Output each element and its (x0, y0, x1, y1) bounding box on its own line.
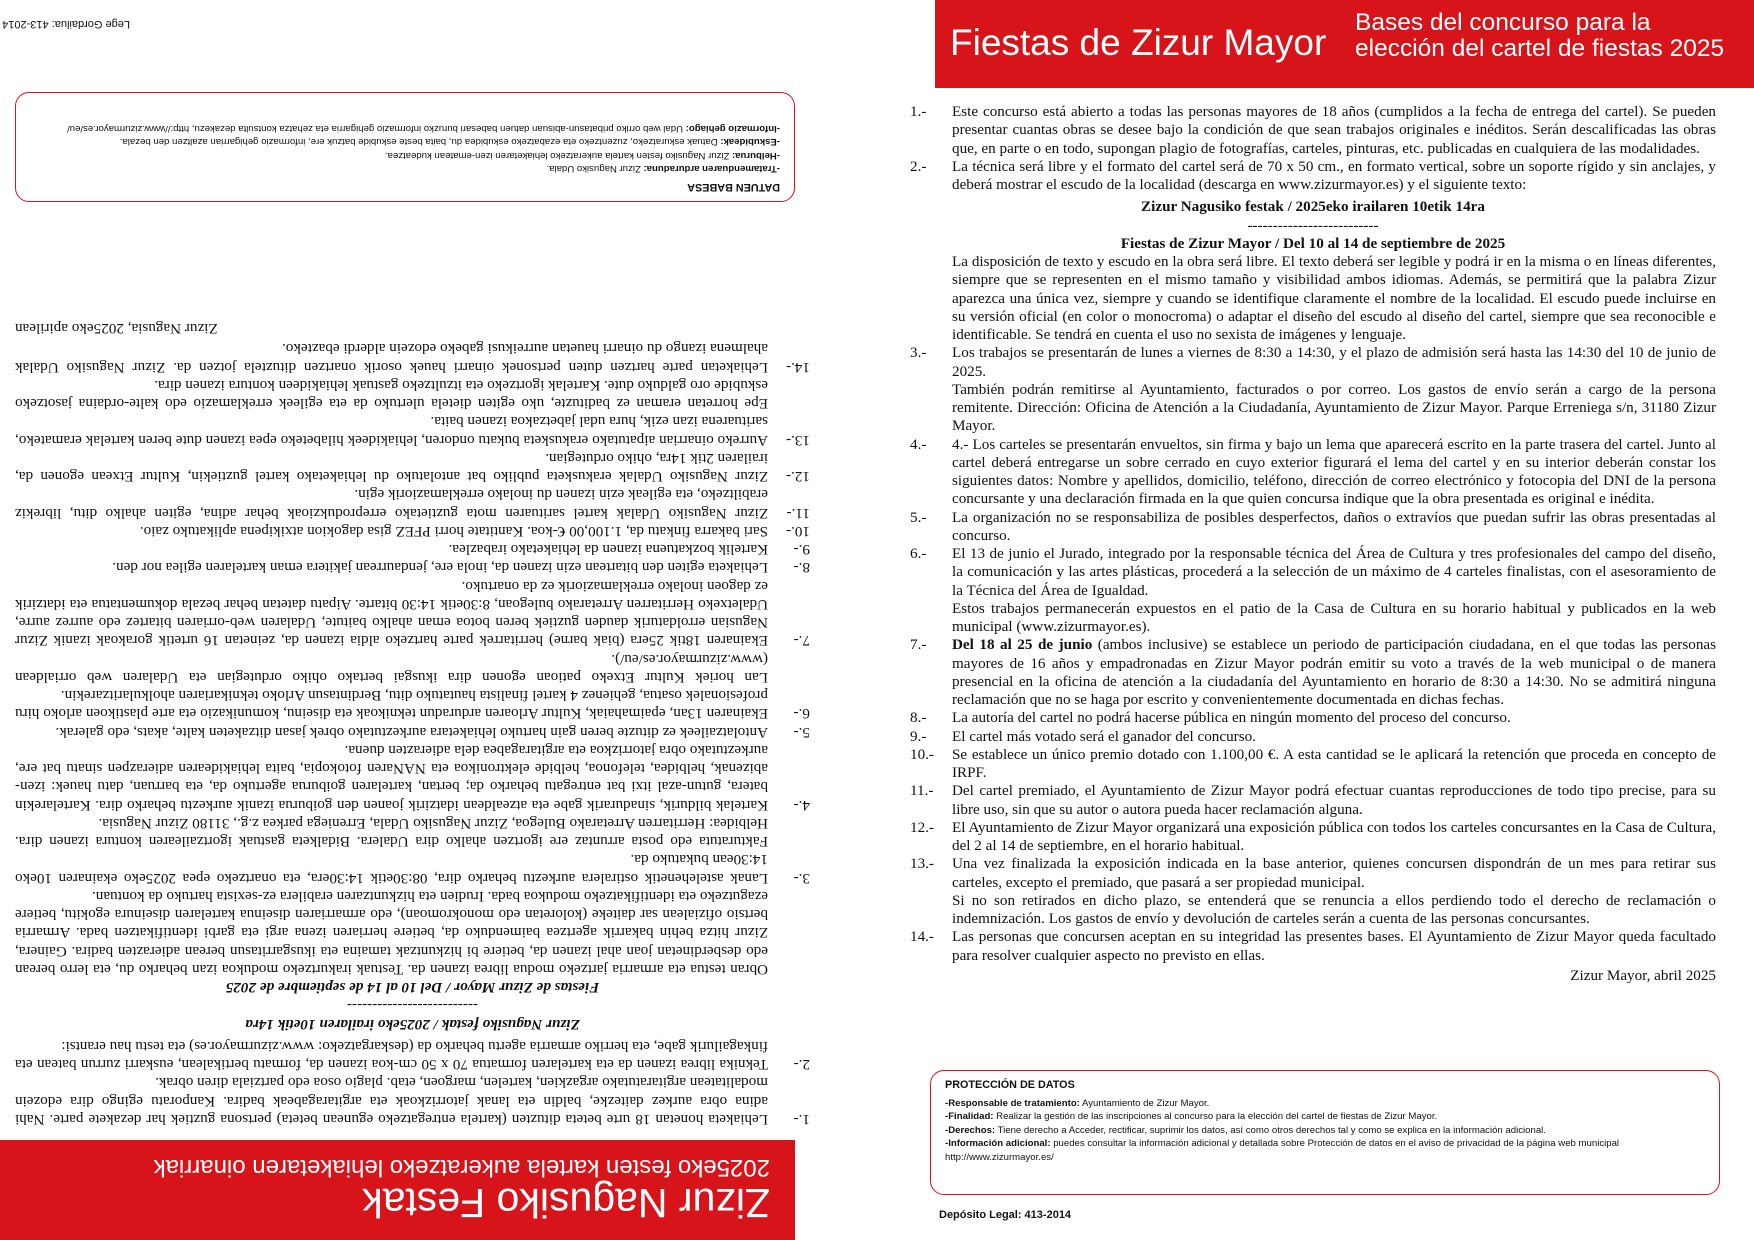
basque-banner-title: Zizur Nagusiko Festak (362, 1180, 770, 1226)
rule-continuation: La disposición de texto y escudo en la obra será libre. El texto deberá ser legible y podrá ir en la misma o en líneas diferentes, siempre que se representen en el mismo tamaño y visibilidad ambos idiomas. Además, se permitirá que la palabra Zizur aparezca una única vez, siempre y cuando se identifique claramente el nombre de la localidad. El escudo puede incluirse en su versión oficial (en color o monocroma) o adaptar el diseño del escudo al diseño del cartel, siempre que sea reconocible e identificable. Se tendrá en cuenta el uso no sexista de imágenes y lenguaje. (952, 253, 1716, 343)
rule-continuation: Fakturatuta edo posta arruntaz ere igortzen ahalko dira Udalera. Bidalketa gastuak igortzailearen kontura izanen dira. Helbidea: Herritarren Arretarako Bulegoa, Zizur Nagusiko Udala, Erreniega parkea z.g., 31180 Zizur Nagusia. (15, 815, 768, 851)
rule-item: 6.- El 13 de junio el Jurado, integrado por la responsable técnica del Área de Cultura y tres profesionales del campo del diseño, la comunicación y las artes plásticas, procederá a la selección de un máximo de 4 carteles finalistas, con el asesoramiento de la Técnica del Área de Igualdad. (910, 545, 1716, 599)
rule-item: 12.- El Ayuntamiento de Zizur Mayor organizará una exposición pública con todos los carteles concursantes en la Casa de Cultura, del 2 al 14 de septiembre, en el horario habitual. (910, 818, 1716, 854)
rule-item: 12.- Zizur Nagusiko Udalak erakusketa publiko bat antolatuko du lehiaketako kartel guztiekin, Kultur Etxean egonen da, irailaren 2tik 14ra, ohiko ordutegian. (15, 450, 810, 486)
signature: Zizur Mayor, abril 2025 (1570, 966, 1716, 984)
legal-deposit: Lege Gordailua: 413-2014 (2, 18, 130, 30)
data-line: -Responsable de tratamiento: Ayuntamiento de Zizur Mayor. (945, 1097, 1210, 1109)
rule-item: 2.- La técnica será libre y el formato del cartel será de 70 x 50 cm., en formato vertical, sobre un soporte rígido y sin anclajes, y deberá mostrar el escudo de la localidad (descarga en www.zizurmayor.es) y el siguiente texto: (910, 157, 1716, 193)
data-line: -Información adicional: puedes consultar la información adicional y detallada sobre Protección de datos en el aviso de privacidad de la página web municipal http://www.zizurmayor.es/ (945, 1138, 1620, 1163)
data-line: -Informazio gehiago: Udal web orriko pribatasun-abisuan datuen babesari buruzko informazio gehigarria eta zehatza kontsulta dezakezu, http://www.zizurmayor.es/eu/ (67, 122, 780, 134)
rule-item: 14.- Lehiaketan parte hartzen duten pertsonek oinarri hauek osorik onartzen dituztela jotzen da. Zizur Nagusiko Udalak ahalmena izango du oinarri hauetan aurreikusi gabeko edozein alderdi ebazteko. (15, 340, 810, 376)
rule-item: 5.- La organización no se responsabiliza de posibles desperfectos, daños o extravíos que puedan sufrir las obras presentadas al concurso. (910, 508, 1716, 544)
rule-continuation: Obran testua eta armarria jartzeko modua librea izanen da. Testuak irakurtzeko modukoa izan beharko du, eta lerro berean edo desberdinetan joan ahal izanen da, betiere bi hizkuntzak tamaina eta ikusgarritasun berean adierazten badira. Gainera, Zizur hitza behin bakarrik agertzea baimenduko da, betiere herriaren izena argi eta garbi identifikatzen bada. Armarria bertsio ofizialean sar daiteke (koloretan edo monokromoan), edo armarriaren diseinua kartelaren diseinura egokitu, betiere ezagutzeko eta identifikatzeko modukoa bada. Irudien eta hizkuntzaren erabilera ez-sexista hartuko da kontuan. (15, 888, 768, 978)
rule-item: 1.- Lehiaketa honetan 18 urte beteta dituzten (kartela entregatzeko egunean beteta) pertsona guztiek har dezakete parte. Nahi adina obra aurkez daitezke, baldin eta lanak jatorrizkoak eta argitaragabeak badira. Kanporatu egingo dira edozein modalitatean argitaratutako argazkien, kartelen, margoen, etab. plagio osoa edo partziala diren obrak. (15, 1074, 810, 1128)
rule-continuation: Lan horiek Kultur Etxeko patioan egonen dira ikusgai bertako ohiko ordutegian eta Udalaren web orrialdean (www.zizurmayor.es/eu/). (15, 650, 768, 686)
data-line: -Helburua: Zizur Nagusiko festen kartela aukeratzeko lehiaketaren izen-ematean kudeatzea. (384, 149, 780, 161)
spanish-data-protection-box (930, 1070, 1720, 1195)
rule-continuation: Epe horretan eraman ez badituzte, uko egiten dietela ulertuko da eta egileek erreklamazio edo kalte-ordaina jasotzeko eskubide oro galduko dute. Kartelak igortzeko eta itzultzeko gastuak lehiakideen kontura izanen dira. (15, 377, 768, 413)
basque-data-protection-box (15, 92, 795, 202)
slogan-basque: Zizur Nagusiko festak / 2025eko irailaren 10etik 14ra (1141, 198, 1485, 216)
rule-item: 8.- Lehiaketa egiten den bitartean ezin izanen da, inola ere, jendaurrean jakitera eman kartelaren egilea nor den. (112, 559, 810, 577)
spanish-rules (910, 103, 1716, 985)
signature: Zizur Nagusia, 2025eko apirilean (15, 320, 218, 338)
rule-item: 7.- Ekainaren 18tik 25era (biak barne) herritarrek parte hartzeko aldia izanen da, zeinetan 16 urtetik gorakoak izanik Zizur Nagusian erroldaturik dauden guztiek beren botoa eman ahalko baitute, Udalaren web-orriaren bitartez edo aurrez aurre, Udaletxeko Herritarren Arretarako bulegoan, 8:30etik 14:30 bitarte. Aipatu datetan behar bezala dokumentatua eta idatzirik ez dagoen inolako erreklamaziorik ez da onartuko. (15, 577, 810, 650)
rule-item: 10.- Se establece un único premio dotado con 1.100,00 €. A esta cantidad se le aplicará la retención que proceda en concepto de IRPF. (910, 745, 1716, 781)
slogan-spanish: Fiestas de Zizur Mayor / Del 10 al 14 de septiembre de 2025 (225, 979, 600, 997)
basque-rules (15, 319, 810, 1128)
rule-item: 13.- Una vez finalizada la exposición indicada en la base anterior, quienes concursen dispondrán de un mes para retirar sus carteles, excepto el premiado, que pasará a ser propiedad municipal. (910, 855, 1716, 891)
slogan-spanish: Fiestas de Zizur Mayor / Del 10 al 14 de septiembre de 2025 (1120, 234, 1506, 252)
slogan-divider: -------------------------- (346, 997, 479, 1015)
rule-item: 13.- Aurreko oinarrian aipatutako erakusketa bukatu ondoren, lehiakideek hilabeteko epea izanen dute beren kartelak eramateko, sarituarena izan ezik, hura udal jabetzakoa izanen baita. (15, 413, 810, 449)
rule-item: 8.- La autoría del cartel no podrá hacerse pública en ningún momento del proceso del concurso. (910, 709, 1511, 727)
data-protection-title: DATUEN BABESA (687, 181, 780, 193)
rule-continuation: Estos trabajos permanecerán expuestos en el patio de la Casa de Cultura en su horario habitual y publicados en la web municipal (www.zizurmayor.es). (952, 599, 1716, 635)
basque-banner-subtitle: 2025eko festen kartela aukeratzeko lehiaketaren oinarriak (153, 1154, 770, 1181)
spanish-banner-title: Fiestas de Zizur Mayor (950, 22, 1327, 63)
data-line: -Eskubideak: Datuak eskuratzeko, zuzentzeko eta ezabatzeko eskubidea du, baita beste eskubide batzuk ere, informazio gehigarrian azaltzen den bezala. (119, 136, 780, 148)
rule-item: 1.- Este concurso está abierto a todas las personas mayores de 18 años (cumplidos a la fecha de entrega del cartel). Se pueden presentar cuantas obras se desee bajo la condición de que sean trabajos originales e inéditos. Serán descalificadas las obras que, en parte o en todo, supongan plagio de fotografías, carteles, pinturas, etc. publicadas en cualquiera de las modalidades. (910, 103, 1716, 157)
data-line: -Derechos: Tiene derecho a Acceder, rectificar, suprimir los datos, así como otros derechos tal y como se explica en la información adicional. (945, 1124, 1546, 1136)
data-protection-title: PROTECCIÓN DE DATOS (945, 1079, 1075, 1091)
rule-item: 5.- Antolatzaileek ez dituzte beren gain hartuko lehiaketara aurkeztutako obrek jasan ditzaketen kalte, akats, edo galerak. (55, 723, 810, 741)
rule-item: 9.- Kartelik bozkatuena izanen da lehiaketako irabazlea. (448, 541, 810, 559)
slogan-basque: Zizur Nagusiko festak / 2025eko irailaren 10etik 14ra (245, 1015, 580, 1033)
rule-continuation: Si no son retirados en dicho plazo, se entenderá que se renuncia a ellos perdiendo todo el derecho de reclamación o indemnización. Los gastos de envío y devolución de carteles serán a cuenta de las personas concursantes. (952, 891, 1716, 927)
rule-item: 3.- Lanak astelehenetik ostiralera aurkeztu beharko dira, 08:30etik 14:30era, eta onartzeko epea 2025eko ekainaren 10eko 14:30ean bukatuko da. (15, 851, 810, 887)
rule-item: 6.- Ekainaren 13an, epaimahaiak, Kultur Arloaren arduradun teknikoak eta diseinu, komunikazio eta arte plastikoen arloko hiru profesionalek osatua, gehienez 4 kartel finalista hautatuko ditu, Berdintasun Arloko teknikariaren aholkularitzarekin. (15, 687, 810, 723)
rule-continuation: También podrán remitirse al Ayuntamiento, facturados o por correo. Los gastos de envío serán a cargo de la persona remitente. Dirección: Oficina de Atención a la Ciudadanía, Ayuntamiento de Zizur Mayor. Parque Erreniega s/n, 31180 Zizur Mayor. (952, 380, 1716, 435)
rule-item: 11.- Del cartel premiado, el Ayuntamiento de Zizur Mayor podrá efectuar cuantas reproducciones de todo tipo precise, para su libre uso, sin que su autor o autora pueda hacer reclamación alguna. (910, 782, 1716, 818)
rule-item: 2.- Teknika librea izanen da eta kartelaren formatua 70 x 50 cm-koa izanen da, formatu bertikalean, euskarri zurrun batean eta finkagailurik gabe, eta herriko armarria agertu beharko da (deskargatzeko: www.zizurmayor.es) eta testu hau erantsi: (15, 1038, 810, 1074)
rule-item: 14.- Las personas que concursen aceptan en su integridad las presentes bases. El Ayuntamiento de Zizur Mayor queda facultado para resolver cualquier aspecto no previsto en ellas. (910, 928, 1716, 964)
data-line: -Tratamenduaren arduraduna: Zizur Nagusiko Udala. (546, 163, 780, 175)
slogan-divider: -------------------------- (1247, 216, 1379, 234)
basque-banner (0, 1140, 795, 1240)
legal-deposit: Depósito Legal: 413-2014 (939, 1209, 1072, 1221)
rule-item: 11.- Zizur Nagusiko Udalak kartel sarituaren mota guztietako erreprodukzioak behar adina, egiten ahalko ditu, librekiz erabiltzeko, eta egileak ezin izanen du inolako erreklamaziorik egin. (15, 486, 810, 522)
rule-item: 3.- Los trabajos se presentarán de lunes a viernes de 8:30 a 14:30, y el plazo de admisión será hasta las 14:30 del 10 de junio de 2025. (910, 344, 1716, 380)
rule-item: 4.- Kartelak bildurik, sinadurarik gabe eta atzealdean idatzirik joanen den goiburua izanik aurkeztu beharko dira. Kartelarekin batera, gutun-azal itxi bat entregatu beharko da; bertan, kartelaren goiburua agertuko da, eta barruan, datu hauek: izen-abizenak, helbidea, telefonoa, helbide elektronikoa eta NANaren fotokopia, baita lehiakidearen adierazpen sinatu bat ere, aurkeztutako obra jatorrizkoa eta argitaragabea dela adierazten duena. (15, 742, 810, 814)
rule-item: 10.- Sari bakarra finkatu da, 1.100,00 €-koa. Kantitate horri PFEZ gisa dagokion atxikipena aplikatuko zaio. (139, 523, 810, 540)
spanish-banner-subtitle: Bases del concurso para la elección del cartel de fiestas 2025 (1355, 9, 1725, 63)
data-line: -Finalidad: Realizar la gestión de las inscripciones al concurso para la elección del cartel de fiestas de Zizur Mayor. (945, 1111, 1438, 1123)
rule-item: 7.- Del 18 al 25 de junio (ambos inclusive) se establece un periodo de participación ciudadana, en el que todas las personas mayores de 16 años y empadronadas en Zizur Mayor podrán emitir su voto a través de la web municipal o de manera presencial en la oficina de atención a la ciudadanía del Ayuntamiento en horario de 8:30 a 14:30. No se admitirá ninguna reclamación que no se haga por escrito y convenientemente documentada en dichas fechas. (910, 636, 1716, 708)
spanish-page (910, 0, 1754, 1240)
rule-item: 4.- 4.- Los carteles se presentarán envueltos, sin firma y bajo un lema que aparecerá escrito en la parte trasera del cartel. Junto al cartel deberá entregarse un sobre cerrado en cuyo exterior figurará el lema del cartel y en su interior deberán constar los siguientes datos: Nombre y apellidos, domicilio, teléfono, dirección de correo electrónico y fotocopia del DNI de la persona concursante y una declaración firmada en la que quien concursa indique que la obra presentada es original e inédita. (910, 435, 1716, 508)
spanish-banner (935, 0, 1754, 88)
basque-page (0, 0, 820, 1240)
rule-item: 9.- El cartel más votado será el ganador del concurso. (910, 727, 1256, 745)
